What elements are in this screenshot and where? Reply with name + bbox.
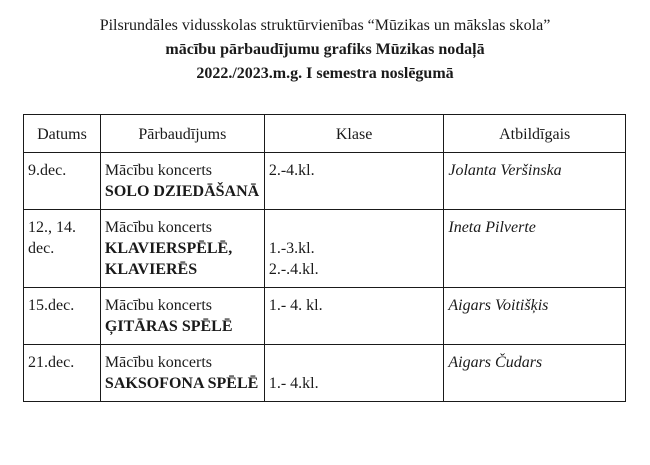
exam-schedule-table xyxy=(23,114,626,402)
cell-date: 12., 14. dec. xyxy=(24,210,101,288)
cell-date: 9.dec. xyxy=(24,153,101,210)
exam-subject: ĢITĀRAS SPĒLĒ xyxy=(104,318,233,335)
exam-type: Mācību koncerts xyxy=(104,297,212,314)
table-header-row xyxy=(24,115,626,153)
class-range: 1.- 4. kl. xyxy=(268,297,323,314)
cell-exam xyxy=(100,153,264,210)
cell-responsible: Ineta Pilverte xyxy=(444,210,626,288)
cell-date: 15.dec. xyxy=(24,288,101,345)
exam-type: Mācību koncerts xyxy=(104,354,212,371)
heading-title: mācību pārbaudījumu grafiks Mūzikas nodaļā xyxy=(165,41,485,58)
cell-class xyxy=(264,210,444,288)
heading-institution: Pilsrundāles vidusskolas struktūrvienības “Mūzikas un mākslas skola” xyxy=(99,17,551,34)
column-header-exam: Pārbaudījums xyxy=(100,115,264,153)
table-row xyxy=(24,345,626,402)
cell-exam xyxy=(100,345,264,402)
class-range: 2.-.4.kl. xyxy=(268,261,319,278)
exam-subject: SOLO DZIEDĀŠANĀ xyxy=(104,183,260,200)
table-row xyxy=(24,288,626,345)
class-range: 2.-4.kl. xyxy=(268,162,315,179)
cell-class xyxy=(264,288,444,345)
cell-responsible: Aigars Čudars xyxy=(444,345,626,402)
cell-responsible: Jolanta Veršinska xyxy=(444,153,626,210)
cell-exam xyxy=(100,288,264,345)
table-row xyxy=(24,210,626,288)
class-range: 1.-3.kl. xyxy=(268,240,315,257)
cell-class xyxy=(264,153,444,210)
exam-type: Mācību koncerts xyxy=(104,162,212,179)
document-heading xyxy=(0,14,650,86)
column-header-class: Klase xyxy=(264,115,444,153)
column-header-responsible: Atbildīgais xyxy=(444,115,626,153)
exam-type: Mācību koncerts xyxy=(104,219,212,236)
cell-exam xyxy=(100,210,264,288)
table-row xyxy=(24,153,626,210)
heading-period: 2022./2023.m.g. I semestra noslēgumā xyxy=(196,65,454,82)
exam-subject: SAKSOFONA SPĒLĒ xyxy=(104,375,259,392)
class-range: 1.- 4.kl. xyxy=(268,375,319,392)
column-header-date: Datums xyxy=(24,115,101,153)
exam-subject: KLAVIERSPĒLĒ, KLAVIERĒS xyxy=(104,240,233,278)
cell-class xyxy=(264,345,444,402)
cell-responsible: Aigars Voitišķis xyxy=(444,288,626,345)
cell-date: 21.dec. xyxy=(24,345,101,402)
